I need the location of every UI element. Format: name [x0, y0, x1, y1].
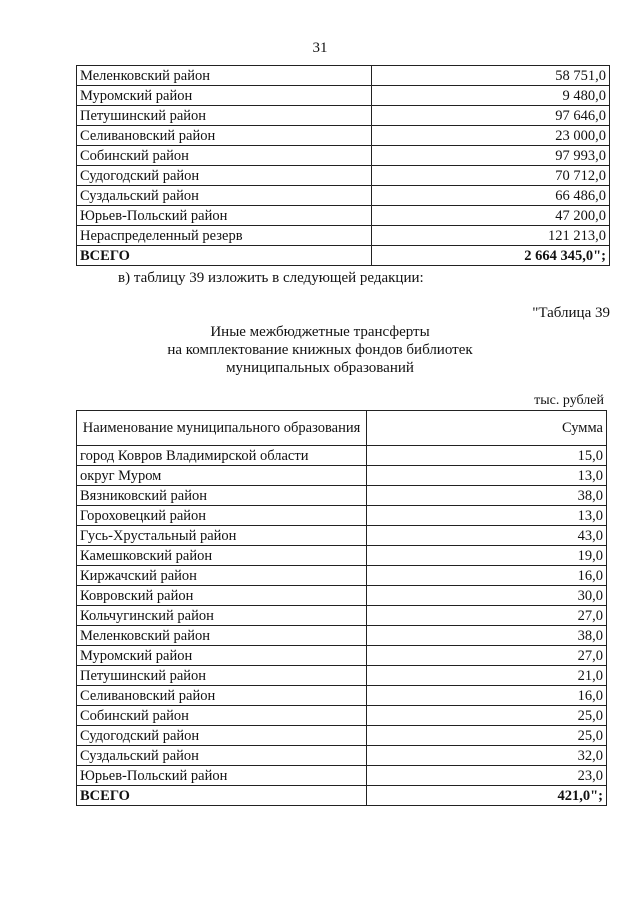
table-row [77, 546, 607, 566]
row-value: 23 000,0 [372, 126, 610, 146]
library-transfers-table [76, 410, 607, 806]
title-line: на комплектование книжных фондов библиотек [167, 342, 473, 358]
table-row [77, 686, 607, 706]
table-row [77, 106, 610, 126]
table-row [77, 606, 607, 626]
row-name: Меленковский район [77, 626, 367, 646]
table-row [77, 766, 607, 786]
table-row [77, 206, 610, 226]
table-row [77, 486, 607, 506]
total-row [77, 786, 607, 806]
row-value: 15,0 [367, 446, 607, 466]
row-value: 27,0 [367, 606, 607, 626]
row-name: Меленковский район [77, 66, 372, 86]
title-line: муниципальных образований [226, 360, 414, 376]
table-row [77, 66, 610, 86]
header-sum: Сумма [367, 411, 607, 446]
row-name: Петушинский район [77, 666, 367, 686]
instruction-text: в) таблицу 39 изложить в следующей редакции: [118, 270, 424, 286]
row-name: Суздальский район [77, 186, 372, 206]
row-name: Собинский район [77, 146, 372, 166]
table-row [77, 146, 610, 166]
row-value: 16,0 [367, 566, 607, 586]
row-name: Муромский район [77, 86, 372, 106]
total-label: ВСЕГО [77, 246, 372, 266]
total-row [77, 246, 610, 266]
row-name: Собинский район [77, 706, 367, 726]
table-row [77, 566, 607, 586]
table-title [0, 323, 640, 377]
row-name: Кольчугинский район [77, 606, 367, 626]
row-value: 25,0 [367, 706, 607, 726]
row-name: Селивановский район [77, 686, 367, 706]
table-row [77, 86, 610, 106]
row-value: 21,0 [367, 666, 607, 686]
row-value: 9 480,0 [372, 86, 610, 106]
row-value: 97 646,0 [372, 106, 610, 126]
row-name: город Ковров Владимирской области [77, 446, 367, 466]
row-name: Юрьев-Польский район [77, 206, 372, 226]
table-row [77, 626, 607, 646]
row-name: Гусь-Хрустальный район [77, 526, 367, 546]
total-value: 2 664 345,0"; [372, 246, 610, 266]
row-value: 66 486,0 [372, 186, 610, 206]
table-row [77, 126, 610, 146]
row-name: Гороховецкий район [77, 506, 367, 526]
units-label: тыс. рублей [534, 393, 604, 408]
table-row [77, 186, 610, 206]
row-value: 58 751,0 [372, 66, 610, 86]
row-name: Нераспределенный резерв [77, 226, 372, 246]
table-row [77, 726, 607, 746]
row-value: 16,0 [367, 686, 607, 706]
table-row [77, 506, 607, 526]
row-value: 97 993,0 [372, 146, 610, 166]
table-row [77, 166, 610, 186]
total-label: ВСЕГО [77, 786, 367, 806]
row-value: 19,0 [367, 546, 607, 566]
row-value: 47 200,0 [372, 206, 610, 226]
row-value: 121 213,0 [372, 226, 610, 246]
row-value: 38,0 [367, 486, 607, 506]
table-row [77, 706, 607, 726]
table-row [77, 466, 607, 486]
row-name: Селивановский район [77, 126, 372, 146]
row-value: 70 712,0 [372, 166, 610, 186]
row-value: 43,0 [367, 526, 607, 546]
row-name: Юрьев-Польский район [77, 766, 367, 786]
row-value: 30,0 [367, 586, 607, 606]
row-name: Камешковский район [77, 546, 367, 566]
table-row [77, 226, 610, 246]
row-value: 13,0 [367, 506, 607, 526]
title-line: Иные межбюджетные трансферты [210, 324, 430, 340]
row-name: Вязниковский район [77, 486, 367, 506]
total-value: 421,0"; [367, 786, 607, 806]
table-row [77, 646, 607, 666]
row-value: 32,0 [367, 746, 607, 766]
row-name: Судогодский район [77, 166, 372, 186]
row-name: Петушинский район [77, 106, 372, 126]
row-name: округ Муром [77, 466, 367, 486]
allocation-table-continued [76, 65, 610, 266]
table-row [77, 666, 607, 686]
table-label: "Таблица 39 [532, 305, 610, 321]
row-value: 27,0 [367, 646, 607, 666]
table-row [77, 746, 607, 766]
row-name: Судогодский район [77, 726, 367, 746]
row-name: Суздальский район [77, 746, 367, 766]
row-name: Ковровский район [77, 586, 367, 606]
page-number: 31 [312, 40, 328, 56]
header-row [77, 411, 607, 446]
row-value: 13,0 [367, 466, 607, 486]
table-row [77, 586, 607, 606]
row-name: Муромский район [77, 646, 367, 666]
row-value: 25,0 [367, 726, 607, 746]
row-value: 38,0 [367, 626, 607, 646]
table-row [77, 446, 607, 466]
row-name: Киржачский район [77, 566, 367, 586]
table-row [77, 526, 607, 546]
header-name: Наименование муниципального образования [77, 411, 367, 446]
row-value: 23,0 [367, 766, 607, 786]
